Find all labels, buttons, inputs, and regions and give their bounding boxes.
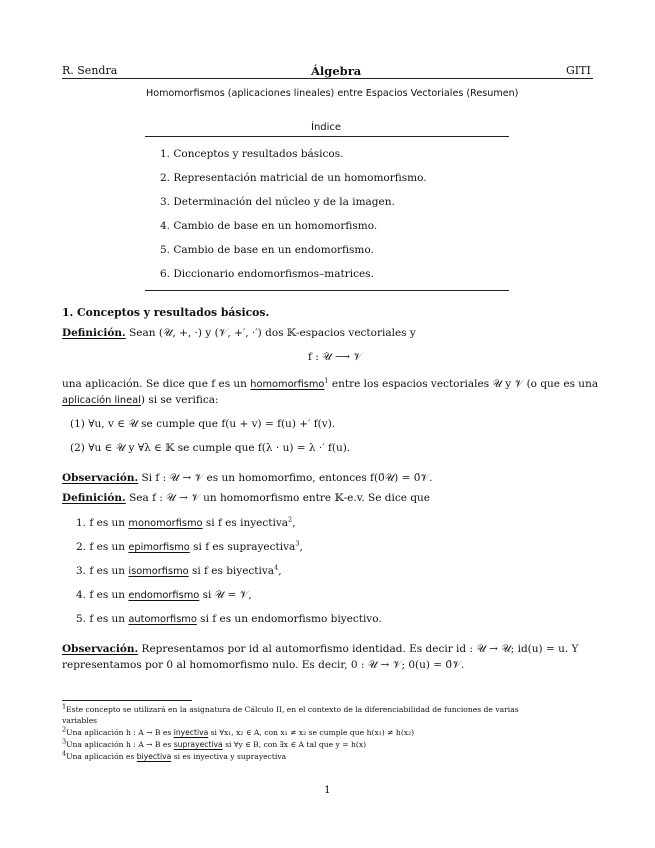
term-suprayectiva: suprayectiva [173, 740, 223, 749]
list-text: si f es biyectiva [188, 565, 275, 577]
list-text: si 𝒰 = 𝒱, [199, 589, 252, 601]
definition-types [62, 492, 430, 505]
footnote [62, 702, 519, 714]
list-text: f es un [89, 541, 129, 553]
footnote-text: si es inyectiva y suprayectiva [171, 752, 287, 761]
list-text: f es un [89, 589, 129, 601]
observation-text: Si f : 𝒰 → 𝒱 es un homomorfimo, entonces f(0̄𝒰) = 0̄𝒱. [141, 472, 433, 484]
footnote-text: Una aplicación h : A → B es [66, 728, 174, 737]
definition-label: Definición. [62, 327, 126, 339]
list-number: 1. [76, 517, 87, 529]
toc-item[interactable]: 6. Diccionario endomorfismos–matrices. [160, 268, 374, 280]
definition-text: entre los espacios vectoriales 𝒰 y 𝒱 (o que es una [328, 378, 599, 390]
list-text: si f es inyectiva [202, 517, 289, 529]
footnote [62, 737, 367, 749]
list-text: , [292, 517, 296, 529]
term-biyectiva: biyectiva [136, 752, 172, 761]
list-item [76, 541, 303, 553]
toc-item[interactable]: 4. Cambio de base en un homomorfismo. [160, 220, 378, 232]
list-item [76, 589, 252, 602]
document-subtitle: Homomorfismos (aplicaciones lineales) entre Espacios Vectoriales (Resumen) [146, 88, 519, 99]
section-heading: 1. Conceptos y resultados básicos. [62, 306, 270, 319]
term-epimorfismo: epimorfismo [128, 542, 190, 553]
header-rule [62, 78, 593, 79]
observation-identity [62, 643, 578, 656]
page-number: 1 [324, 784, 331, 796]
observation-text: representamos por 0 al homomorfismo nulo. Es decir, 0 : 𝒰 → 𝒱; 0(u) = 0̄𝒱. [62, 659, 465, 671]
footnote-ref[interactable]: 2 [288, 515, 293, 524]
list-text: si f es suprayectiva [189, 541, 296, 553]
condition-homogeneity: (2) ∀u ∈ 𝒰 y ∀λ ∈ 𝕂 se cumple que f(λ · u) = λ ·′ f(u). [70, 442, 351, 454]
observation-zero [62, 472, 433, 485]
term-monomorfismo: monomorfismo [128, 518, 203, 529]
footnote-number: 4 [62, 749, 67, 758]
list-text: f es un [89, 517, 129, 529]
toc-title: Índice [311, 122, 342, 133]
term-endomorfismo: endomorfismo [128, 590, 200, 601]
footnote-text: Este concepto se utilizará en la asignatura de Cálculo II, en el contexto de la diferenciabilidad de funciones de varias [66, 705, 519, 714]
map-formula: f : 𝒰 ⟶ 𝒱 [308, 351, 363, 363]
footnote-text: variables [62, 716, 98, 725]
list-text: si f es un endomorfismo biyectivo. [196, 613, 382, 625]
observation-label: Observación. [62, 472, 139, 484]
definition-text: Sean (𝒰, +, ·) y (𝒱, +′, ·′) dos 𝕂-espacios vectoriales y [129, 327, 416, 339]
list-number: 3. [76, 565, 87, 577]
header-course-title: Álgebra [311, 64, 362, 78]
observation-text: Representamos por id al automorfismo identidad. Es decir id : 𝒰 → 𝒰; id(u) = u. Y [141, 643, 579, 655]
definition-line [62, 378, 598, 391]
footnote-text: Una aplicación h : A → B es [66, 740, 174, 749]
list-text: , [278, 565, 282, 577]
list-item [76, 565, 282, 577]
toc-top-rule [145, 136, 509, 137]
header-author: R. Sendra [62, 64, 118, 77]
footnote-number: 1 [62, 702, 67, 711]
list-item [76, 613, 382, 625]
list-text: f es un [89, 613, 129, 625]
list-number: 4. [76, 589, 87, 601]
definition-label: Definición. [62, 492, 126, 504]
term-aplicacion-lineal: aplicación lineal [62, 395, 141, 406]
header-degree: GITI [566, 64, 591, 77]
footnote-ref[interactable]: 4 [274, 563, 279, 572]
term-automorfismo: automorfismo [128, 614, 197, 625]
toc-item[interactable]: 3. Determinación del núcleo y de la imagen. [160, 196, 395, 208]
definition-text: ) si se verifica: [140, 394, 219, 406]
toc-item[interactable]: 1. Conceptos y resultados básicos. [160, 148, 344, 160]
footnote-text: Una aplicación es [66, 752, 137, 761]
definition-text: Sea f : 𝒰 → 𝒱 un homomorfismo entre 𝕂-e.v. Se dice que [129, 492, 431, 504]
footnote-ref[interactable]: 3 [295, 539, 300, 548]
list-text: f es un [89, 565, 129, 577]
toc-bottom-rule [145, 290, 509, 291]
footnote-ref[interactable]: 1 [324, 376, 329, 385]
footnote-text: si ∀y ∈ B, con ∃x ∈ A tal que y = h(x) [222, 740, 367, 749]
footnote [62, 725, 415, 737]
footnote [62, 749, 287, 761]
list-number: 5. [76, 613, 87, 625]
footnote-number: 3 [62, 737, 67, 746]
observation-label: Observación. [62, 643, 139, 655]
footnote-number: 2 [62, 725, 67, 734]
term-homomorfismo: homomorfismo [250, 379, 325, 390]
toc-item[interactable]: 5. Cambio de base en un endomorfismo. [160, 244, 374, 256]
footnote-rule [62, 700, 192, 701]
toc-item[interactable]: 2. Representación matricial de un homomorfismo. [160, 172, 427, 184]
term-inyectiva: inyectiva [173, 728, 209, 737]
list-item [76, 517, 296, 529]
definition-homomorfismo [62, 327, 416, 340]
definition-text: una aplicación. Se dice que f es un [62, 378, 251, 390]
definition-line [62, 394, 219, 406]
term-isomorfismo: isomorfismo [128, 566, 189, 577]
list-text: , [299, 541, 303, 553]
list-number: 2. [76, 541, 87, 553]
footnote-text: si ∀x₁, x₂ ∈ A, con x₁ ≠ x₂ se cumple que h(x₁) ≠ h(x₂) [208, 728, 415, 737]
condition-additivity: (1) ∀u, v ∈ 𝒰 se cumple que f(u + v) = f(u) +′ f(v). [70, 418, 336, 430]
